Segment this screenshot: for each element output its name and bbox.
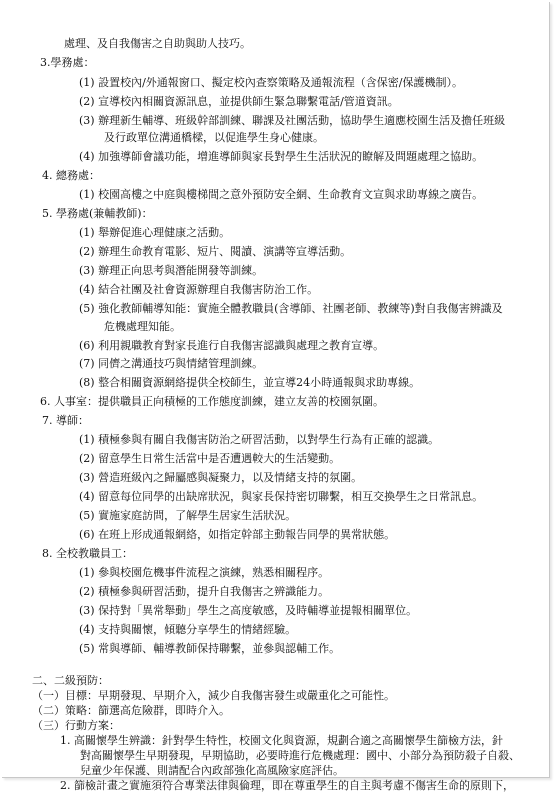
list-item: 1. 高關懷學生辨識：針對學生特性，校園文化與資源，規劃合適之高關懷學生篩檢方法，針 — [60, 734, 503, 747]
subsection-line: （二）策略：篩選高危險群，即時介入。 — [32, 704, 230, 717]
section-heading: 6. 人事室：提供職員正向積極的工作態度訓練，建立友善的校園氛圍。 — [40, 395, 384, 408]
list-item: 2. 篩檢計畫之實施須符合專業法律與倫理，即在尊重學生的自主與考慮不傷害生命的原則下， — [60, 779, 514, 792]
section-heading: 二、二級預防： — [32, 674, 109, 687]
list-item: (4) 加強導師會議功能，增進導師與家長對學生生活狀況的瞭解及問題處理之協助。 — [79, 150, 484, 163]
list-item: (3) 辦理正向思考與潛能開發等訓練。 — [79, 264, 264, 277]
list-item: (7) 同儕之溝通技巧與情緒管理訓練。 — [79, 357, 264, 370]
list-item: (5) 常與導師、輔導教師保持聯繫，並參與認輔工作。 — [79, 642, 341, 655]
list-item: (2) 宣導校內相關資源訊息，並提供師生緊急聯繫電話/管道資訊。 — [79, 95, 399, 108]
document-page — [2, 2, 550, 792]
list-item: (1) 校園高樓之中庭與樓梯間之意外預防安全網、生命教育文宣與求助專線之廣告。 — [79, 188, 484, 201]
section-heading: 7. 導師： — [42, 414, 89, 427]
subsection-line: （三）行動方案： — [32, 719, 120, 732]
section-heading: 8. 全校教職員工： — [42, 547, 133, 560]
list-item: (1) 積極參與有關自我傷害防治之研習活動，以對學生行為有正確的認識。 — [79, 433, 440, 446]
list-item: (5) 強化教師輔導知能：實施全體教職員(含導師、社團老師、教練等)對自我傷害辨識及 — [79, 302, 503, 315]
document-body — [2, 2, 549, 792]
list-item: (5) 實施家庭訪問，了解學生居家生活狀況。 — [79, 509, 297, 522]
section-heading: 4. 總務處： — [42, 169, 100, 182]
list-item: (6) 利用親職教育對家長進行自我傷害認識與處理之教育宣導。 — [79, 339, 385, 352]
list-item: (4) 留意每位同學的出缺席狀況，與家長保持密切聯繫，相互交換學生之日常訊息。 — [79, 490, 484, 503]
list-item: (3) 辦理新生輔導、班級幹部訓練、聯課及社團活動，協助學生適應校園生活及擔任班級 — [79, 114, 506, 127]
list-item: (4) 結合社團及社會資源辦理自我傷害防治工作。 — [79, 283, 319, 296]
list-item: (2) 積極參與研習活動，提升自我傷害之辨識能力。 — [79, 585, 330, 598]
list-item: (1) 參與校園危機事件流程之演練，熟悉相關程序。 — [79, 566, 330, 579]
list-item-continuation: 及行政單位溝通橋樑，以促進學生身心健康。 — [104, 131, 324, 144]
list-item: (2) 留意學生日常生活當中是否遭遇較大的生活變動。 — [79, 452, 341, 465]
list-item: (2) 辦理生命教育電影、短片、閱讀、演講等宣導活動。 — [79, 245, 352, 258]
list-item-continuation: 危機處理知能。 — [104, 320, 181, 333]
list-item: (3) 保持對「異常舉動」學生之高度敏感，及時輔導並提報相關單位。 — [79, 604, 418, 617]
list-item: (1) 設置校內/外通報窗口、擬定校內查察策略及通報流程（含保密/保護機制）。 — [79, 76, 463, 89]
section-heading: 3.學務處： — [40, 56, 95, 69]
list-item: (8) 整合相關資源網絡提供全校師生，並宣導24小時通報與求助專線。 — [79, 376, 421, 389]
text-line: 處理、及自我傷害之自助與助人技巧。 — [64, 37, 251, 50]
list-item: (3) 營造班級內之歸屬感與凝聚力，以及情緒支持的氛圍。 — [79, 471, 363, 484]
list-item: (6) 在班上形成通報網絡，如指定幹部主動報告同學的異常狀態。 — [79, 528, 396, 541]
section-heading: 5. 學務處(兼輔教師)： — [42, 207, 153, 220]
list-item: (4) 支持與關懷，傾聽分享學生的情緒經驗。 — [79, 623, 297, 636]
list-item-continuation: 兒童少年保護、則請配合內政部強化高風險家庭評估。 — [80, 764, 344, 777]
subsection-line: （一）目標：早期發現、早期介入，減少自我傷害發生或嚴重化之可能性。 — [32, 689, 395, 702]
list-item-continuation: 對高關懷學生早期發現，早期協助，必要時進行危機處理：國中、小部分為預防殺子自殺、 — [80, 749, 520, 762]
list-item: (1) 舉辦促進心理健康之活動。 — [79, 226, 231, 239]
